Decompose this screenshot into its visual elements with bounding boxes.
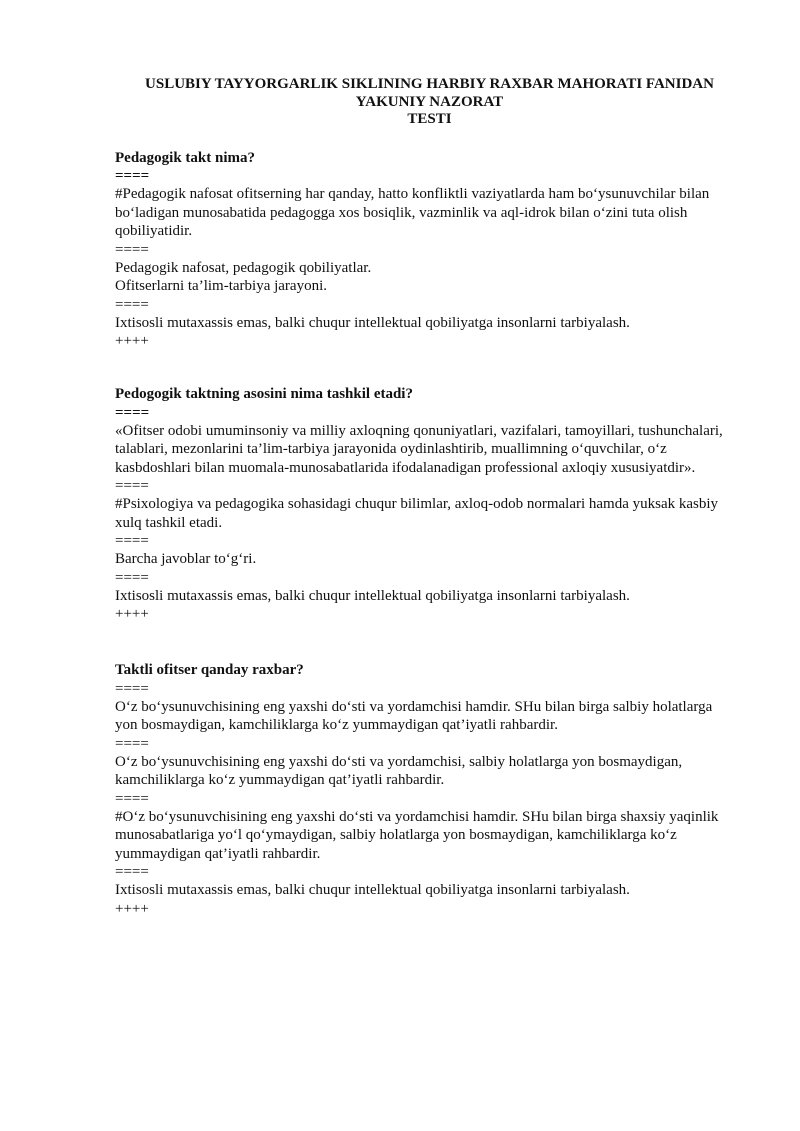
answer-option: Ixtisosli mutaxassis emas, balki chuqur intellektual qobiliyatga insonlarni tarbiyalash. bbox=[115, 587, 630, 604]
answer-option: Ixtisosli mutaxassis emas, balki chuqur intellektual qobiliyatga insonlarni tarbiyalash. bbox=[115, 314, 630, 331]
separator: ==== bbox=[115, 241, 149, 258]
separator: ==== bbox=[115, 478, 149, 494]
answer-option: #Psixologiya va pedagogika sohasidagi chuqur bilimlar, axloq-odob normalari hamda yuksak kasbiy xulq tashkil etadi. bbox=[115, 496, 719, 531]
answer-option: O‘z bo‘ysunuvchisining eng yaxshi do‘sti va yordamchisi hamdir. SHu bilan birga salbiy holatlarga yon bosmaydigan, kamchiliklarga ko‘z yummaydigan qat’iyatli rahbardir. bbox=[115, 698, 713, 733]
answer-option: Ixtisosli mutaxassis emas, balki chuqur intellektual qobiliyatga insonlarni tarbiyalash. bbox=[115, 882, 630, 898]
answer-option: Barcha javoblar to‘g‘ri. bbox=[115, 551, 257, 567]
question-block-3 bbox=[115, 661, 732, 918]
question-text: Pedagogik takt nima? bbox=[115, 149, 256, 166]
answer-option: Pedagogik nafosat, pedagogik qobiliyatlar. bbox=[115, 259, 372, 276]
title-line-2: YAKUNIY NAZORAT bbox=[355, 93, 504, 110]
answer-option: #O‘z bo‘ysunuvchisining eng yaxshi do‘sti va yordamchisi hamdir. SHu bilan birga shaxsiy yaqinlik munosabatlariga yo‘l qo‘ymaydigan, salbiy holatlarga yon bosmaydigan, kamchiliklarga ko‘z yummaydigan qat’iyatli rahbardir. bbox=[115, 808, 719, 862]
question-block-2 bbox=[115, 385, 732, 623]
question-text: Pedogogik taktning asosini nima tashkil etadi? bbox=[115, 386, 413, 402]
end-marker: ++++ bbox=[115, 333, 149, 349]
answer-option: O‘z bo‘ysunuvchisining eng yaxshi do‘sti va yordamchisi, salbiy holatlarga yon bosmaydigan, kamchiliklarga ko‘z yummaydigan qat’iyatli rahbardir. bbox=[115, 753, 683, 788]
separator: ==== bbox=[115, 569, 149, 586]
separator: ==== bbox=[115, 864, 149, 880]
question-text: Taktli ofitser qanday raxbar? bbox=[115, 662, 304, 678]
separator: ==== bbox=[115, 168, 150, 184]
answer-option: «Ofitser odobi umuminsoniy va milliy axloqning qonuniyatlari, vazifalari, tamoyillari, tushunchalari, talablari, mezonlarini ta’lim-tarbiya jarayonida oydinlashtirib, muallimning o‘quvchilar, o‘z kasbdoshlari bilan muomala-munosabatlarida ifodalanadigan professional axloqiy xususiyatdir». bbox=[115, 422, 723, 476]
answer-option: Ofitserlarni ta’lim-tarbiya jarayoni. bbox=[115, 278, 327, 294]
answer-option: #Pedagogik nafosat ofitserning har qanday, hatto konfliktli vaziyatlarda ham bo‘ysunuvchilar bilan bo‘ladigan munosabatida pedagogga xos bosiqlik, vazminlik va aql-idrok bilan o‘zini tuta olish qobiliyatidir. bbox=[115, 186, 710, 239]
title-line-1: USLUBIY TAYYORGARLIK SIKLINING HARBIY RAXBAR MAHORATI FANIDAN bbox=[145, 76, 714, 92]
question-block-1 bbox=[115, 149, 732, 351]
end-marker: ++++ bbox=[115, 900, 149, 917]
separator: ==== bbox=[115, 790, 149, 807]
end-marker: ++++ bbox=[115, 606, 149, 622]
separator: ==== bbox=[115, 296, 149, 313]
separator: ==== bbox=[115, 533, 149, 549]
document-title bbox=[127, 76, 732, 129]
title-line-3: TESTI bbox=[407, 111, 452, 127]
separator: ==== bbox=[115, 680, 149, 697]
separator: ==== bbox=[115, 735, 149, 752]
separator: ==== bbox=[115, 404, 150, 421]
